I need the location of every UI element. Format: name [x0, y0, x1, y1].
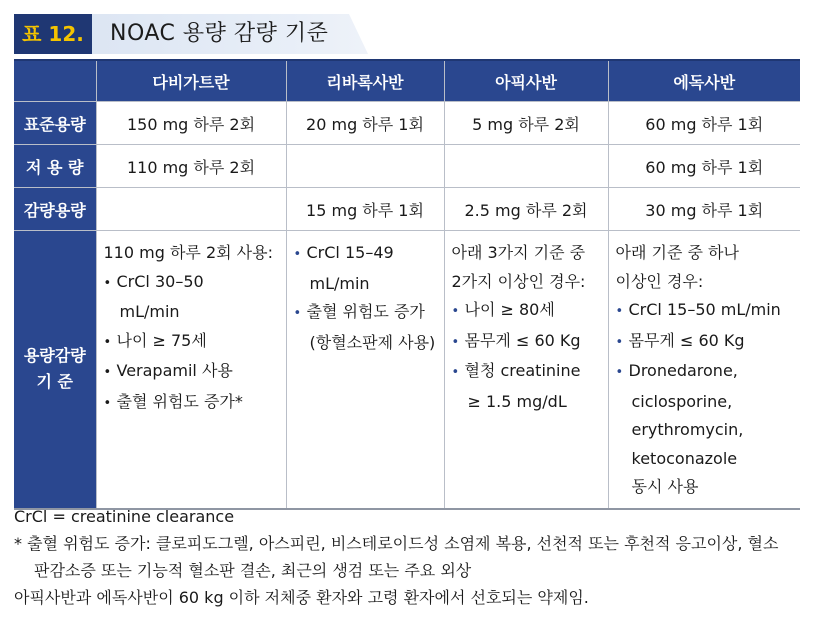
bullet-icon: •: [293, 247, 302, 262]
row-criteria-label: [14, 231, 96, 509]
footnote-bleeding-risk-continued: 판감소증 또는 기능적 혈소판 결손, 최근의 생검 또는 주요 외상: [34, 561, 472, 580]
noac-dose-table: [14, 59, 800, 510]
cell: [444, 145, 608, 188]
header-row: [14, 60, 800, 102]
list-item-continuation: ketoconazole: [631, 448, 738, 468]
cell: [96, 188, 286, 231]
criteria-dabigatran: [96, 231, 286, 509]
col-edoxaban: 에독사반: [608, 60, 800, 102]
bullet-icon: •: [615, 334, 624, 350]
row-low-label: 저 용 량: [14, 145, 96, 188]
col-apixaban: 아픽사반: [444, 60, 608, 102]
cell: 5 mg 하루 2회: [444, 102, 608, 145]
bullet-icon: •: [615, 304, 624, 319]
list-item-continuation: 동시 사용: [631, 477, 699, 496]
cell: 60 mg 하루 1회: [608, 102, 800, 145]
row-standard-label: 표준용량: [14, 102, 96, 145]
list-item: • 몸무게 ≤ 60 Kg: [452, 327, 602, 358]
list-item: • CrCl 15–49: [294, 239, 438, 270]
list-item: • 출혈 위험도 증가: [294, 298, 438, 329]
list-item: • 몸무게 ≤ 60 Kg: [616, 327, 795, 358]
criteria-intro: 110 mg 하루 2회 사용:: [103, 243, 273, 262]
table-row: [14, 102, 800, 145]
cell: 30 mg 하루 1회: [608, 188, 800, 231]
footnote-crcl: CrCl = creatinine clearance: [14, 507, 235, 526]
criteria-rivaroxaban: [286, 231, 444, 509]
cell: 150 mg 하루 2회: [96, 102, 286, 145]
cell: [286, 145, 444, 188]
table-title-bar: [14, 14, 368, 54]
col-rivaroxaban: 리바록사반: [286, 60, 444, 102]
bullet-icon: •: [451, 365, 460, 380]
bullet-icon: •: [451, 334, 460, 350]
bullet-icon: •: [451, 304, 460, 319]
criteria-apixaban: [444, 231, 608, 509]
cell: 2.5 mg 하루 2회: [444, 188, 608, 231]
bullet-icon: •: [293, 306, 302, 321]
criteria-intro: 아래 기준 중 하나: [615, 243, 739, 262]
list-item-continuation: ≥ 1.5 mg/dL: [467, 391, 567, 411]
bullet-icon: •: [103, 334, 112, 350]
criteria-intro: 아래 3가지 기준 중: [451, 243, 586, 262]
col-dabigatran: 다비가트란: [96, 60, 286, 102]
bullet-icon: •: [103, 395, 112, 411]
cell: 20 mg 하루 1회: [286, 102, 444, 145]
list-item-continuation: erythromycin,: [631, 420, 744, 439]
criteria-label-line1: 용량감량: [23, 346, 86, 366]
list-item: • CrCl 15–50 mL/min: [616, 296, 795, 327]
row-reduced-label: 감량용량: [14, 188, 96, 231]
table-row-criteria: [14, 231, 800, 509]
footnote-bleeding-risk: * 출혈 위험도 증가: 클로피도그렐, 아스피린, 비스테로이드성 소염제 복용, 선천적 또는 후천적 응고이상, 혈소: [14, 534, 779, 553]
list-item: • 출혈 위험도 증가*: [104, 388, 280, 419]
criteria-intro: 이상인 경우:: [615, 271, 704, 291]
list-item: • CrCl 30–50: [104, 268, 280, 299]
criteria-intro: 2가지 이상인 경우:: [451, 271, 586, 291]
list-item: • 나이 ≥ 75세: [104, 327, 280, 358]
list-item: • Verapamil 사용: [104, 357, 280, 388]
cell: 15 mg 하루 1회: [286, 188, 444, 231]
list-item: • 나이 ≥ 80세: [452, 296, 602, 327]
list-item-continuation: ciclosporine,: [631, 391, 733, 411]
list-item-continuation: (항혈소판제 사용): [309, 332, 436, 352]
list-item: • 혈청 creatinine: [452, 357, 602, 388]
criteria-label-line2: 기 준: [36, 372, 73, 392]
list-item-continuation: mL/min: [309, 273, 370, 293]
bullet-icon: •: [103, 365, 112, 380]
table-title: NOAC 용량 감량 기준: [110, 21, 329, 46]
footnotes: [14, 503, 804, 611]
table-row: [14, 145, 800, 188]
footnote-preference: 아픽사반과 에독사반이 60 kg 이하 저체중 환자와 고령 환자에서 선호되는 약제임.: [14, 588, 589, 607]
list-item: • Dronedarone,: [616, 357, 795, 388]
table-row: [14, 188, 800, 231]
bullet-icon: •: [103, 275, 112, 291]
cell: 60 mg 하루 1회: [608, 145, 800, 188]
bullet-icon: •: [615, 365, 624, 380]
list-item-continuation: mL/min: [119, 302, 180, 321]
cell: 110 mg 하루 2회: [96, 145, 286, 188]
header-corner: [14, 60, 96, 102]
table-number: 표 12.: [14, 14, 92, 54]
criteria-edoxaban: [608, 231, 800, 509]
